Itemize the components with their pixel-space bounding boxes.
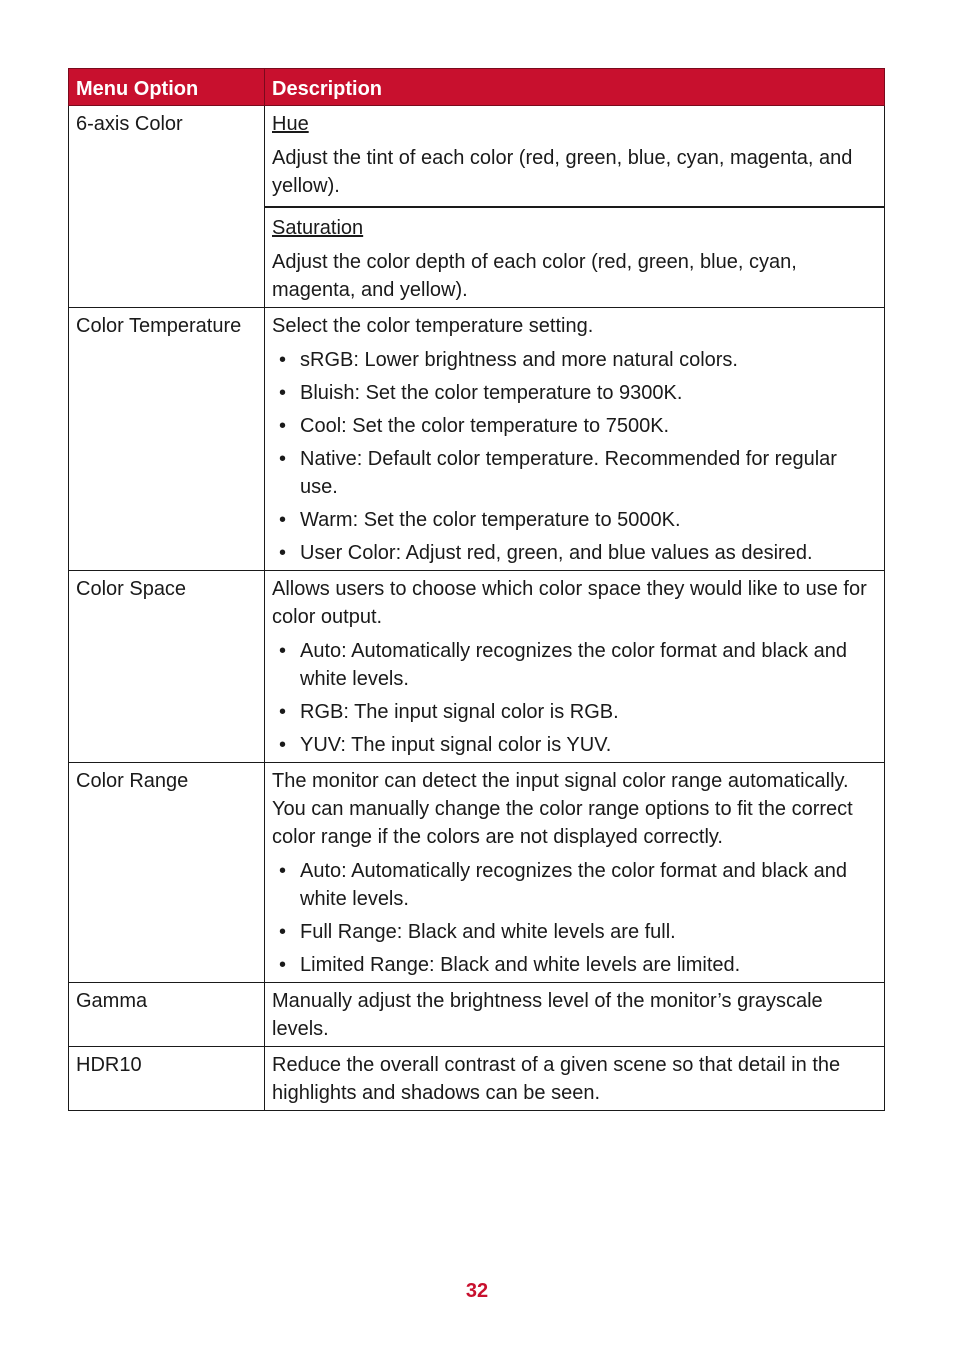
description-text: Allows users to choose which color space they would like to use for color output. xyxy=(272,578,867,628)
bullet-icon: • xyxy=(279,954,287,976)
option-cell: Color Temperature xyxy=(69,308,265,571)
list-item-text: Warm: Set the color temperature to 5000K. xyxy=(300,509,681,531)
subsection-title: Saturation xyxy=(272,217,364,239)
menu-options-table xyxy=(68,68,885,1111)
subsection-hue xyxy=(272,110,877,204)
list-item-text: Auto: Automatically recognizes the color format and black and white levels. xyxy=(300,640,847,690)
description-text: Manually adjust the brightness level of the monitor’s grayscale levels. xyxy=(272,990,823,1040)
bullet-icon: • xyxy=(279,509,287,531)
list-item-text: Native: Default color temperature. Recommended for regular use. xyxy=(300,448,837,498)
bullet-icon: • xyxy=(279,349,287,371)
option-cell: 6-axis Color xyxy=(69,106,265,308)
list-item xyxy=(279,918,877,946)
list-item-text: Bluish: Set the color temperature to 9300K. xyxy=(300,382,683,404)
description-cell xyxy=(265,571,885,763)
bullet-icon: • xyxy=(279,701,287,723)
list-item-text: YUV: The input signal color is YUV. xyxy=(300,734,612,756)
bullet-list xyxy=(272,637,877,759)
list-item xyxy=(279,698,877,726)
description-cell xyxy=(265,1047,885,1111)
description-cell xyxy=(265,763,885,983)
bullet-icon: • xyxy=(279,448,287,470)
subsection-saturation xyxy=(265,206,884,304)
list-item-text: Limited Range: Black and white levels are limited. xyxy=(300,954,741,976)
list-item xyxy=(279,445,877,501)
list-item xyxy=(279,346,877,374)
table-row xyxy=(69,308,885,571)
list-item-text: Cool: Set the color temperature to 7500K. xyxy=(300,415,670,437)
list-item xyxy=(279,951,877,979)
bullet-list xyxy=(272,857,877,979)
option-cell: HDR10 xyxy=(69,1047,265,1111)
subsection-text: Adjust the color depth of each color (red, green, blue, cyan, magenta, and yellow). xyxy=(272,251,797,301)
description-cell xyxy=(265,983,885,1047)
description-text: Select the color temperature setting. xyxy=(272,315,594,337)
list-item xyxy=(279,506,877,534)
list-item-text: Full Range: Black and white levels are full. xyxy=(300,921,676,943)
table-row xyxy=(69,571,885,763)
description-cell xyxy=(265,106,885,308)
list-item xyxy=(279,637,877,693)
list-item-text: sRGB: Lower brightness and more natural colors. xyxy=(300,349,738,371)
bullet-icon: • xyxy=(279,382,287,404)
list-item-text: User Color: Adjust red, green, and blue values as desired. xyxy=(300,542,813,564)
header-description: Description xyxy=(265,69,885,106)
bullet-icon: • xyxy=(279,542,287,564)
list-item xyxy=(279,857,877,913)
bullet-icon: • xyxy=(279,860,287,882)
page-number: 32 xyxy=(465,1280,489,1302)
table-header-row xyxy=(69,69,885,106)
bullet-icon: • xyxy=(279,415,287,437)
table-row xyxy=(69,106,885,308)
table-row xyxy=(69,1047,885,1111)
list-item xyxy=(279,731,877,759)
table-row xyxy=(69,763,885,983)
list-item-text: RGB: The input signal color is RGB. xyxy=(300,701,619,723)
bullet-icon: • xyxy=(279,640,287,662)
bullet-icon: • xyxy=(279,921,287,943)
header-menu-option: Menu Option xyxy=(69,69,265,106)
table-row xyxy=(69,983,885,1047)
option-cell: Color Space xyxy=(69,571,265,763)
description-text: The monitor can detect the input signal color range automatically. You can manually change the color range options to fit the correct color range if the colors are not displayed correctly. xyxy=(272,770,853,848)
subsection-title: Hue xyxy=(272,113,309,135)
list-item-text: Auto: Automatically recognizes the color format and black and white levels. xyxy=(300,860,847,910)
description-cell xyxy=(265,308,885,571)
bullet-list xyxy=(272,346,877,567)
list-item xyxy=(279,379,877,407)
bullet-icon: • xyxy=(279,734,287,756)
description-text: Reduce the overall contrast of a given scene so that detail in the highlights and shadows can be seen. xyxy=(272,1054,841,1104)
option-cell: Gamma xyxy=(69,983,265,1047)
list-item xyxy=(279,412,877,440)
list-item xyxy=(279,539,877,567)
subsection-text: Adjust the tint of each color (red, green, blue, cyan, magenta, and yellow). xyxy=(272,147,853,197)
option-cell: Color Range xyxy=(69,763,265,983)
